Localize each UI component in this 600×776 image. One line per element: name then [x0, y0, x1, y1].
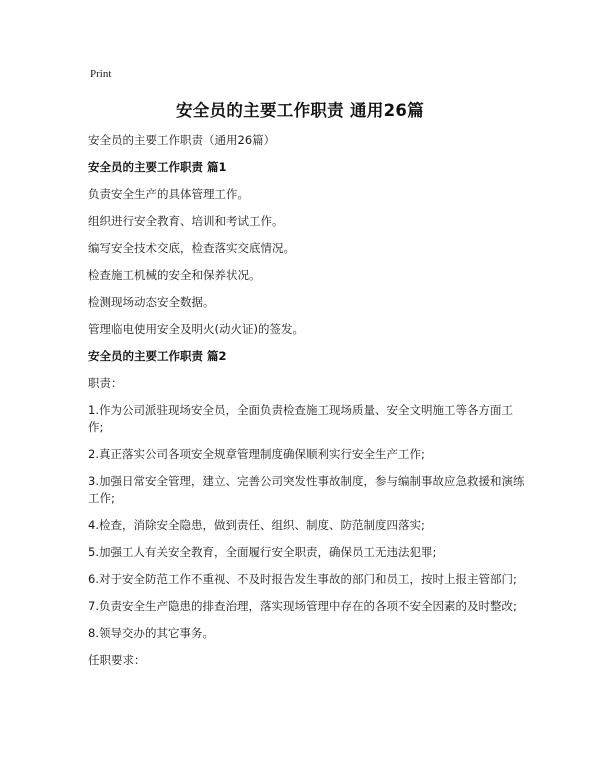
- paragraph: 3.加强日常安全管理，建立、完善公司突发性事故制度，参与编制事故应急救援和演练工作;: [88, 474, 525, 505]
- section-2: [88, 348, 528, 669]
- paragraph: 管理临电使用安全及明火(动火证)的签发。: [88, 322, 304, 336]
- document-subtitle: 安全员的主要工作职责（通用26篇）: [88, 133, 276, 147]
- paragraph: 5.加强工人有关安全教育，全面履行安全职责，确保员工无违法犯罪;: [88, 545, 437, 559]
- section-heading: 安全员的主要工作职责 篇1: [88, 160, 227, 174]
- paragraph: 检测现场动态安全数据。: [88, 295, 215, 309]
- paragraph: 负责安全生产的具体管理工作。: [88, 187, 249, 201]
- document-title: 安全员的主要工作职责 通用26篇: [175, 101, 424, 120]
- section-heading: 安全员的主要工作职责 篇2: [88, 349, 227, 363]
- paragraph: 4.检查，消除安全隐患，做到责任、组织、制度、防范制度四落实;: [88, 518, 425, 532]
- paragraph: 6.对于安全防范工作不重视、不及时报告发生事故的部门和员工，按时上报主管部门;: [88, 572, 517, 586]
- paragraph: 7.负责安全生产隐患的排查治理，落实现场管理中存在的各项不安全因素的及时整改;: [88, 599, 517, 613]
- paragraph: 8.领导交办的其它事务。: [88, 626, 214, 640]
- paragraph: 编写安全技术交底，检查落实交底情况。: [88, 241, 295, 255]
- paragraph: 任职要求：: [88, 653, 146, 667]
- paragraph: 2.真正落实公司各项安全规章管理制度确保顺利实行安全生产工作;: [88, 447, 425, 461]
- paragraph: 1.作为公司派驻现场安全员，全面负责检查施工现场质量、安全文明施工等各方面工作;: [88, 403, 513, 434]
- print-label[interactable]: Print: [90, 68, 112, 80]
- paragraph: 职责：: [88, 376, 123, 390]
- paragraph: 检查施工机械的安全和保养状况。: [88, 268, 261, 282]
- document-body: [88, 132, 528, 679]
- section-1: [88, 159, 528, 338]
- paragraph: 组织进行安全教育、培训和考试工作。: [88, 214, 284, 228]
